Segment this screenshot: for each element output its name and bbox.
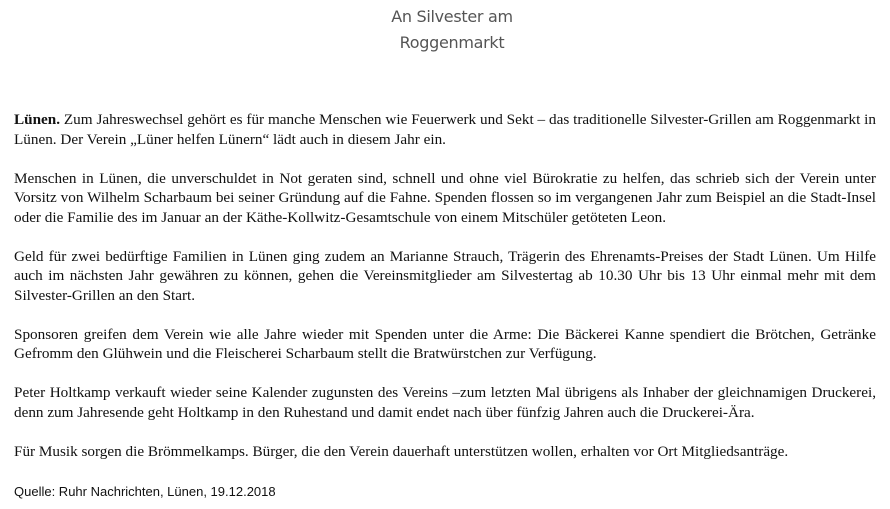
paragraph-4: Sponsoren greifen dem Verein wie alle Jahre wieder mit Spenden unter die Arme: Die Bäckerei Kanne spendiert die Brötchen, Getränke Gefromm den Glühwein und die Fleischerei Scharbaum stellt die Bratwürstchen zur Verfügung.	[14, 325, 876, 362]
title-line-1: An Silvester am	[391, 7, 513, 26]
title-line-2: Roggenmarkt	[399, 33, 505, 52]
paragraph-1-text: Zum Jahreswechsel gehört es für manche Menschen wie Feuerwerk und Sekt – das traditionelle Silvester-Grillen am Roggenmarkt in Lünen. Der Verein „Lüner helfen Lünern“ lädt auch in diesem Jahr ein.	[14, 111, 876, 148]
paragraph-2: Menschen in Lünen, die unverschuldet in Not geraten sind, schnell und ohne viel Bürokratie zu helfen, das schrieb sich der Verein unter Vorsitz von Wilhelm Scharbaum bei seiner Gründung auf die Fahne. Spenden flossen so im vergangenen Jahr zum Beispiel an die Stadt-Insel oder die Familie des im Januar an der Käthe-Kollwitz-Gesamtschule von einem Mitschüler getöteten Leon.	[14, 169, 876, 226]
dateline: Lünen.	[14, 111, 61, 128]
source-credit: Quelle: Ruhr Nachrichten, Lünen, 19.12.2018	[14, 484, 276, 499]
paragraph-1	[14, 110, 876, 149]
article-body	[14, 110, 876, 461]
article-title	[0, 4, 890, 56]
paragraph-3: Geld für zwei bedürftige Familien in Lünen ging zudem an Marianne Strauch, Trägerin des Ehrenamts-Preises der Stadt Lünen. Um Hilfe auch im nächsten Jahr gewähren zu können, gehen die Vereinsmitglieder am Silvestertag ab 10.30 Uhr bis 13 Uhr einmal mehr mit dem Silvester-Grillen an den Start.	[14, 247, 876, 304]
paragraph-5: Peter Holtkamp verkauft wieder seine Kalender zugunsten des Vereins –zum letzten Mal übrigens als Inhaber der gleichnamigen Druckerei, denn zum Jahresende geht Holtkamp in den Ruhestand und damit endet nach über fünfzig Jahren auch die Druckerei-Ära.	[14, 384, 876, 421]
paragraph-6: Für Musik sorgen die Brömmelkamps. Bürger, die den Verein dauerhaft unterstützen wollen, erhalten vor Ort Mitgliedsanträge.	[14, 442, 789, 460]
